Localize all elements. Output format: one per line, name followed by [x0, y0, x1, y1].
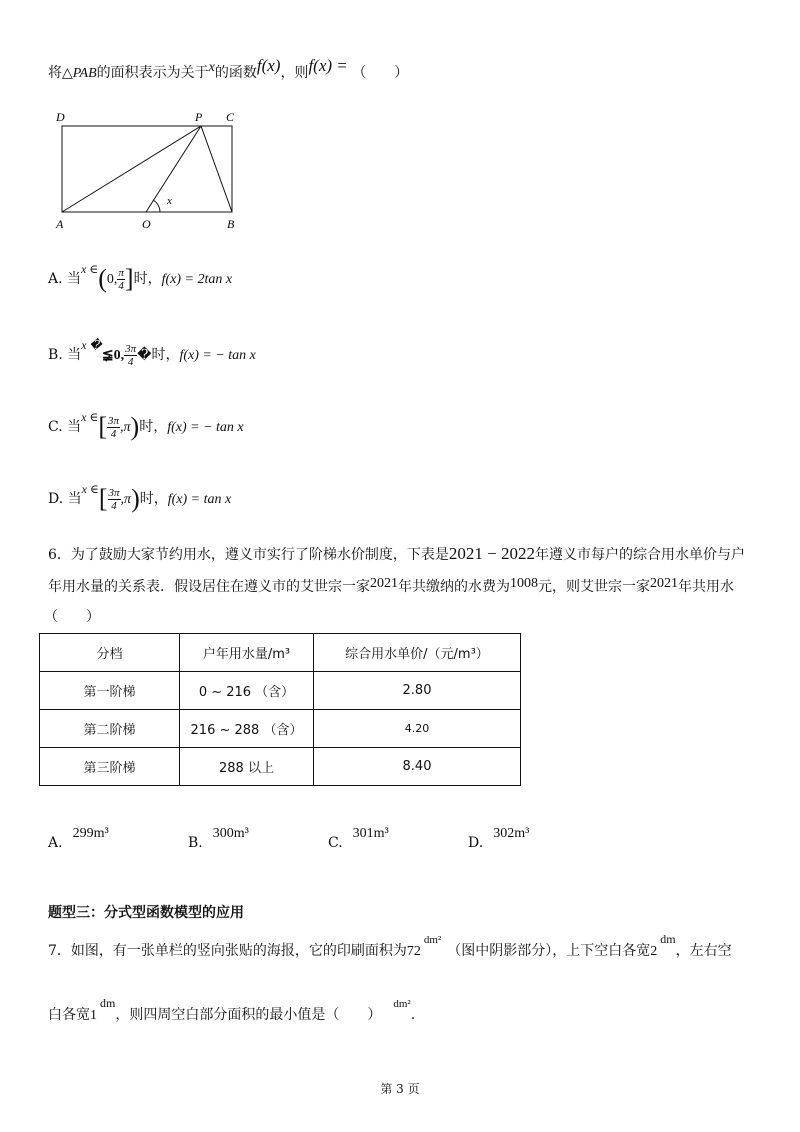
option-letter: D. [48, 491, 64, 507]
expression: f(x) = 2tan x [161, 272, 233, 287]
intro-prefix: 将 [48, 65, 62, 81]
option-letter: B. [188, 835, 203, 851]
table-cell: 8.40 [314, 748, 521, 786]
q6-year2: 2021 [650, 576, 678, 591]
garbled-right: � [137, 348, 152, 363]
q7-text-2a: 白各宽 [48, 1007, 90, 1023]
q6-option-c [328, 826, 389, 851]
when-text: 当 [67, 271, 82, 287]
q7-unit-len2: dm [100, 996, 116, 1010]
triangle-pab: △PAB [62, 66, 97, 81]
fraction-pi-4 [117, 267, 125, 292]
frac-num: 3π [108, 486, 120, 499]
garbled-bracket: ≨0, [101, 348, 125, 363]
label-d: D [56, 110, 65, 124]
table-cell: 4.20 [314, 710, 521, 748]
table-cell: 第三阶梯 [40, 748, 180, 786]
intro-mid2: 的函数 [214, 65, 257, 81]
condition: x ∈ [81, 482, 99, 496]
q6-text-b: 年遵义市每户的综合用水单价与户 [535, 547, 745, 563]
table-cell: 0 ~ 216 （含） [180, 672, 314, 710]
expression: f(x) = − tan x [167, 420, 244, 435]
q7-text-b: （图中阴影部分），上下空白各宽 [447, 943, 651, 959]
when-text: 当 [67, 491, 82, 507]
label-o: O [142, 217, 151, 231]
header-cell: 户年用水量/m³ [180, 634, 314, 672]
header-cell: 分档 [40, 634, 180, 672]
option-letter: D. [468, 835, 484, 851]
q7-top: 2 [650, 944, 658, 959]
frac-num: 3π [125, 342, 137, 355]
intro-line [48, 56, 408, 82]
condition: x � [81, 338, 102, 352]
q7-line1 [48, 932, 732, 960]
option-value: 302m³ [493, 826, 530, 841]
intro-fx: f(x) [256, 56, 281, 75]
label-a: A [56, 217, 64, 231]
interval-right: ,π [120, 492, 132, 507]
fraction-3pi-4 [124, 343, 137, 368]
when-text: 当 [67, 347, 82, 363]
right-bracket: ] [124, 264, 134, 293]
frac-den: 4 [111, 499, 117, 512]
q6-text: 6．为了鼓励大家节约用水，遵义市实行了阶梯水价制度，下表是 [48, 547, 449, 563]
frac-den: 4 [118, 279, 124, 292]
table-header-row [40, 634, 521, 672]
q7-side: 1 [90, 1008, 97, 1023]
q7-unit-area: dm² [423, 934, 442, 946]
q6-text-2a: 年用水量的关系表．假设居住在遵义市的艾世宗一家 [48, 579, 370, 595]
q7-line2 [48, 996, 415, 1024]
q6-line1 [48, 544, 745, 564]
q7-text-2b: ，则四周空白部分面积的最小值是（ ） [115, 1007, 382, 1023]
option-letter: A. [48, 835, 63, 851]
label-b: B [227, 217, 235, 231]
angle-arc [153, 200, 160, 212]
option-value: 301m³ [352, 826, 389, 841]
table-row [40, 748, 521, 786]
left-bracket: [ [98, 412, 108, 441]
page-number: 第 3 页 [380, 1082, 420, 1096]
section-title: 题型三：分式型函数模型的应用 [48, 905, 244, 921]
table-cell: 216 ~ 288 （含） [180, 710, 314, 748]
option-d [48, 482, 231, 512]
interval-left: 0, [106, 272, 118, 287]
label-x: x [167, 195, 172, 207]
option-c [48, 410, 244, 440]
label-p: P [195, 110, 203, 124]
left-bracket: [ [98, 484, 108, 513]
segment-op [146, 126, 201, 212]
frac-num: π [118, 266, 124, 279]
frac-num: 3π [108, 414, 120, 427]
q6-text-2d: 年共用水 [678, 579, 734, 595]
table-row [40, 672, 521, 710]
q6-years: 2021 − 2022 [448, 544, 535, 563]
option-a [48, 262, 232, 292]
q7-unit-len: dm [660, 932, 676, 946]
q6-text-2c: 元，则艾世宗一家 [538, 579, 650, 595]
intro-mid1: 的面积表示为关于 [96, 65, 209, 81]
water-price-table [39, 633, 521, 786]
label-c: C [226, 110, 235, 124]
segment-pb [201, 126, 232, 212]
q7-text-c: ，左右空 [675, 943, 732, 959]
q6-option-a [48, 826, 109, 851]
q6-option-d [468, 826, 529, 851]
frac-den: 4 [127, 355, 134, 368]
right-bracket: ) [130, 412, 140, 441]
q7-area: 72 [406, 944, 421, 959]
table-cell: 第二阶梯 [40, 710, 180, 748]
option-letter: A. [48, 271, 63, 287]
table-row [40, 710, 521, 748]
q7-end: . [410, 1007, 416, 1023]
option-letter: C. [48, 419, 63, 435]
q6-line2 [48, 576, 734, 596]
option-letter: C. [328, 835, 343, 851]
q6-year: 2021 [370, 576, 398, 591]
option-b [48, 338, 256, 368]
q6-text-2b: 年共缴纳的水费为 [398, 579, 510, 595]
expression: f(x) = − tan x [179, 348, 256, 363]
q7-unit-area2: dm² [393, 998, 411, 1010]
q7-text: 7．如图，有一张单栏的竖向张贴的海报，它的印刷面积为 [48, 943, 407, 959]
q6-paren: （ ） [44, 609, 100, 625]
q6-fee: 1008 [510, 576, 538, 591]
option-value: 299m³ [72, 826, 109, 841]
condition: x ∈ [81, 262, 99, 276]
interval-right: ,π [120, 420, 131, 435]
frac-den: 4 [110, 427, 117, 440]
table-cell: 第一阶梯 [40, 672, 180, 710]
shi-text: 时， [139, 419, 168, 435]
header-cell: 综合用水单价/（元/m³） [314, 634, 521, 672]
shi-text: 时， [133, 271, 162, 287]
intro-paren: （ ） [352, 65, 409, 81]
fraction-3pi-4 [108, 487, 121, 512]
table-cell: 288 以上 [180, 748, 314, 786]
intro-fx-eq: f(x) = [308, 56, 348, 75]
rectangle-abcd [62, 126, 232, 212]
option-letter: B. [48, 347, 63, 363]
right-bracket: ) [131, 484, 140, 513]
intro-mid3: ，则 [280, 65, 309, 81]
table-cell: 2.80 [314, 672, 521, 710]
q6-option-b [188, 826, 249, 851]
segment-ap [62, 126, 201, 212]
when-text: 当 [67, 419, 82, 435]
option-value: 300m³ [212, 826, 249, 841]
shi-text: 时， [139, 491, 168, 507]
expression: f(x) = tan x [167, 492, 232, 507]
shi-text: 时， [151, 347, 180, 363]
fraction-3pi-4 [107, 415, 120, 440]
rectangle-figure [50, 108, 250, 233]
left-bracket: ( [98, 264, 107, 293]
condition: x ∈ [81, 410, 99, 424]
intro-var: x [208, 60, 215, 75]
